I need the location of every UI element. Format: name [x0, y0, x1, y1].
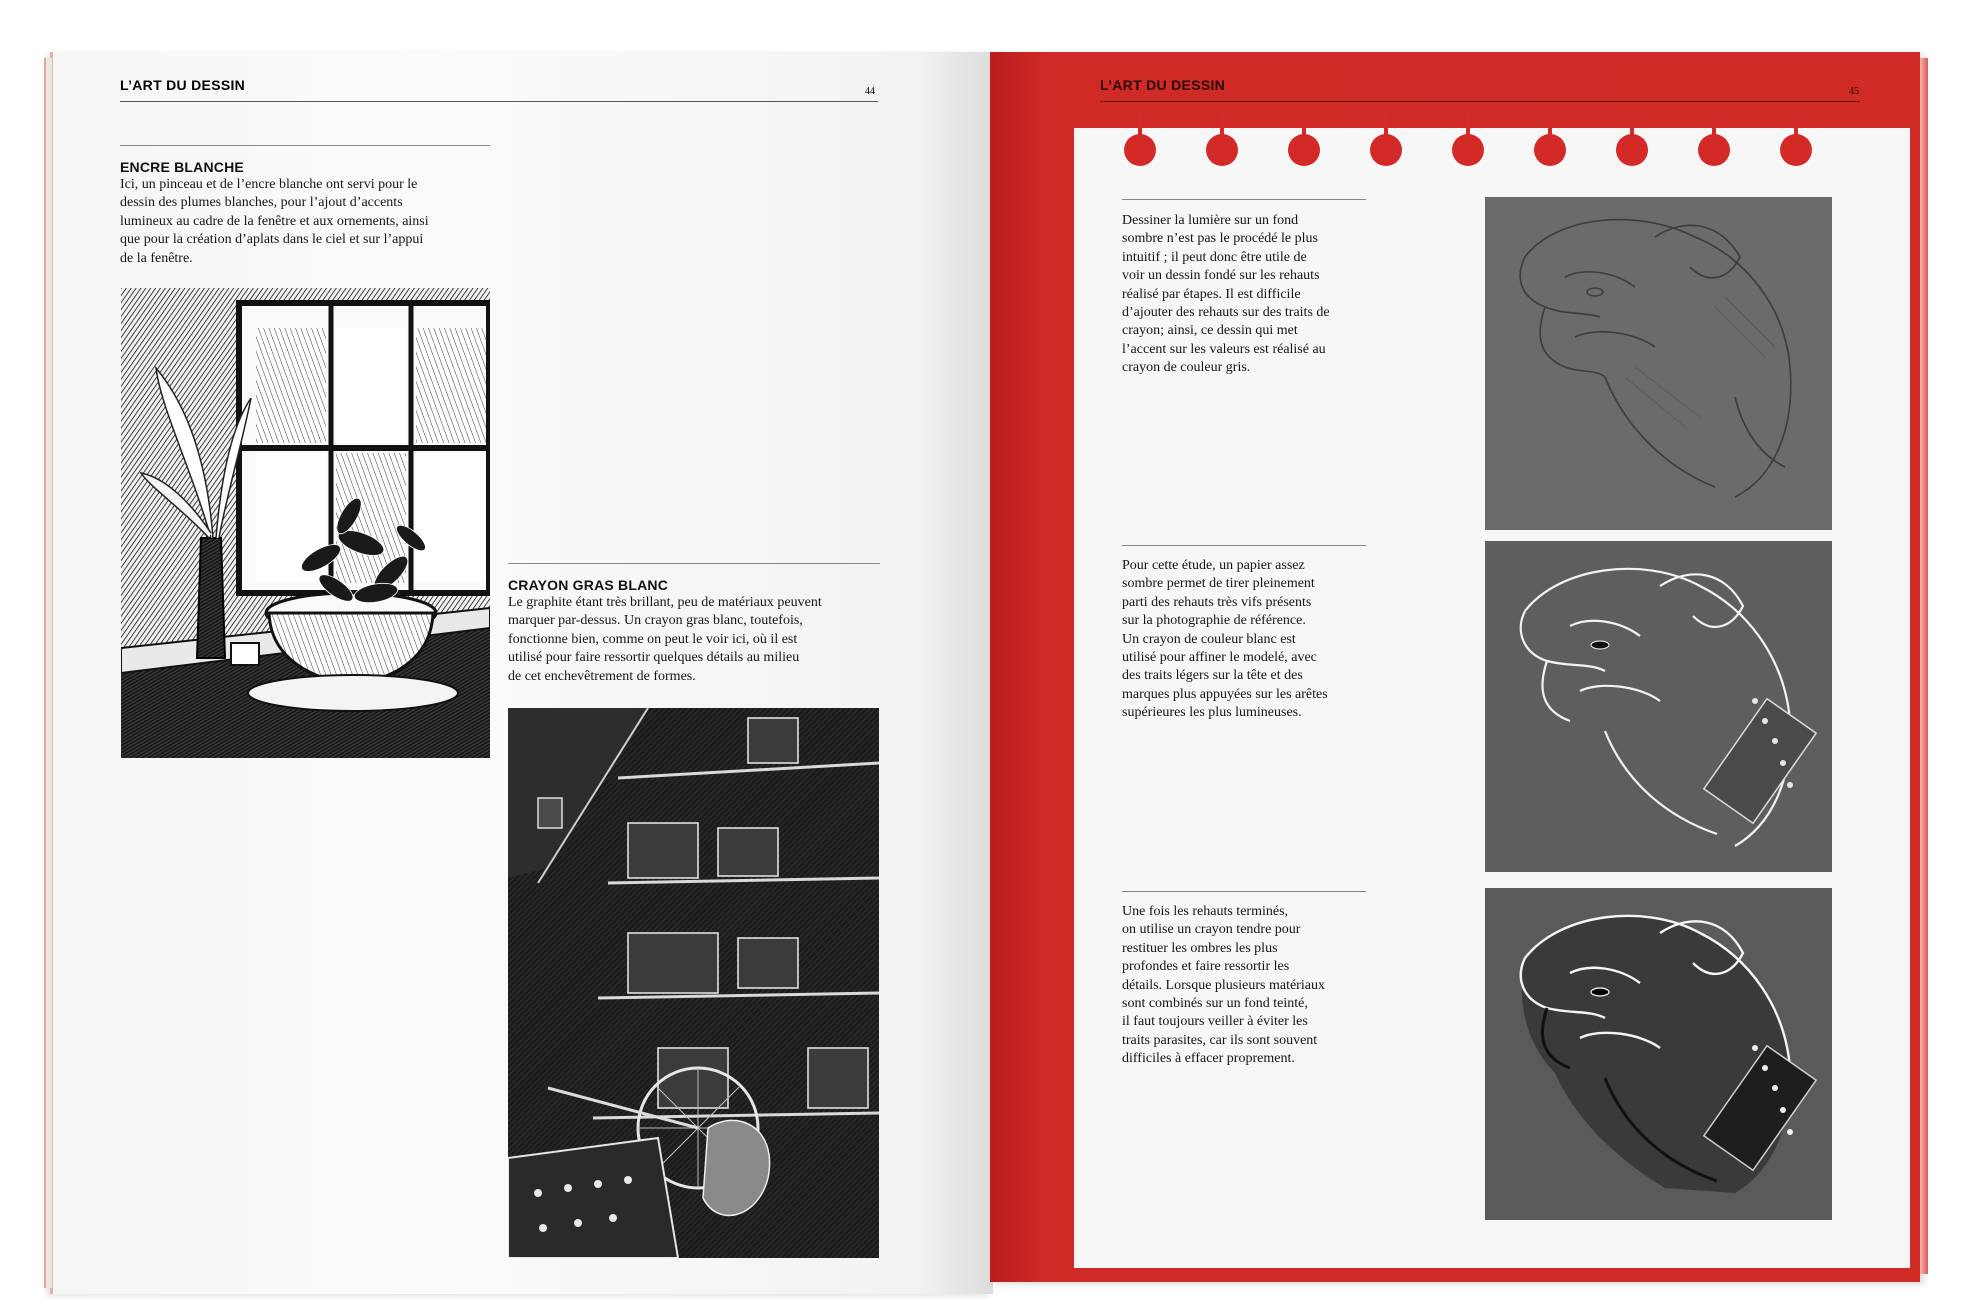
section-rule-crayon	[508, 563, 880, 564]
ring-hole	[1206, 134, 1238, 166]
storage-room-illustration	[508, 708, 879, 1258]
window-plants-illustration	[121, 288, 490, 758]
dog-sketch-step-1	[1485, 197, 1832, 530]
right-page-edge	[1920, 58, 1928, 1274]
caption-rule-3	[1122, 891, 1366, 892]
text-crayon-gras-blanc: Le graphite étant très brillant, peu de matériaux peuvent marquer par-dessus. Un crayon gras blanc, toutefois, fonctionne bien, comme on peut le voir ici, où il est utilisé pour faire ressortir quelques détails au milieu de cet enchevêtrement de formes.	[508, 595, 822, 684]
right-page-number: 45	[1849, 86, 1859, 97]
right-header-rule	[1100, 101, 1860, 102]
ring-hole	[1452, 134, 1484, 166]
ring-hole	[1780, 134, 1812, 166]
text-encre-blanche: Ici, un pinceau et de l’encre blanche ont servi pour le dessin des plumes blanches, pour l’ajout d’accents lumineux au cadre de la fenêtre et aux ornements, ainsi que pour la création d’aplats dans le ciel et sur l’appui de la fenêtre.	[120, 177, 429, 266]
section-rule-encre	[120, 145, 490, 146]
caption-step-3: Une fois les rehauts terminés, on utilise un crayon tendre pour restituer les ombres les plus profondes et faire ressortir les détails. Lorsque plusieurs matériaux sont combinés sur un fond teinté, il faut toujours veiller à éviter les traits parasites, car ils sont souvent difficiles à effacer proprement.	[1122, 904, 1325, 1067]
right-running-head: L’ART DU DESSIN	[1100, 77, 1226, 93]
left-page-number: 44	[865, 86, 875, 97]
caption-step-1: Dessiner la lumière sur un fond sombre n’est pas le procédé le plus intuitif ; il peut donc être utile de voir un dessin fondé sur les rehauts réalisé par étapes. Il est difficile d’ajouter des rehauts sur des traits de crayon; ainsi, ce dessin qui met l’accent sur les valeurs est réalisé au crayon de couleur gris.	[1122, 213, 1330, 376]
ring-hole	[1698, 134, 1730, 166]
heading-crayon-gras-blanc: CRAYON GRAS BLANC	[508, 577, 669, 593]
heading-encre-blanche: ENCRE BLANCHE	[120, 159, 244, 175]
dog-sketch-step-3	[1485, 888, 1832, 1220]
ring-hole	[1534, 134, 1566, 166]
dog-sketch-step-2	[1485, 541, 1832, 872]
ring-hole	[1288, 134, 1320, 166]
ring-hole	[1616, 134, 1648, 166]
caption-rule-1	[1122, 199, 1366, 200]
ring-hole	[1370, 134, 1402, 166]
left-header-rule	[120, 101, 878, 102]
ring-hole	[1124, 134, 1156, 166]
left-running-head: L’ART DU DESSIN	[120, 77, 246, 93]
caption-rule-2	[1122, 545, 1366, 546]
caption-step-2: Pour cette étude, un papier assez sombre permet de tirer pleinement parti des rehauts très vifs présents sur la photographie de référence. Un crayon de couleur blanc est utilisé pour affiner le modelé, avec des traits légers sur la tête et des marques plus appuyées sur les arêtes supérieures les plus lumineuses.	[1122, 558, 1328, 721]
